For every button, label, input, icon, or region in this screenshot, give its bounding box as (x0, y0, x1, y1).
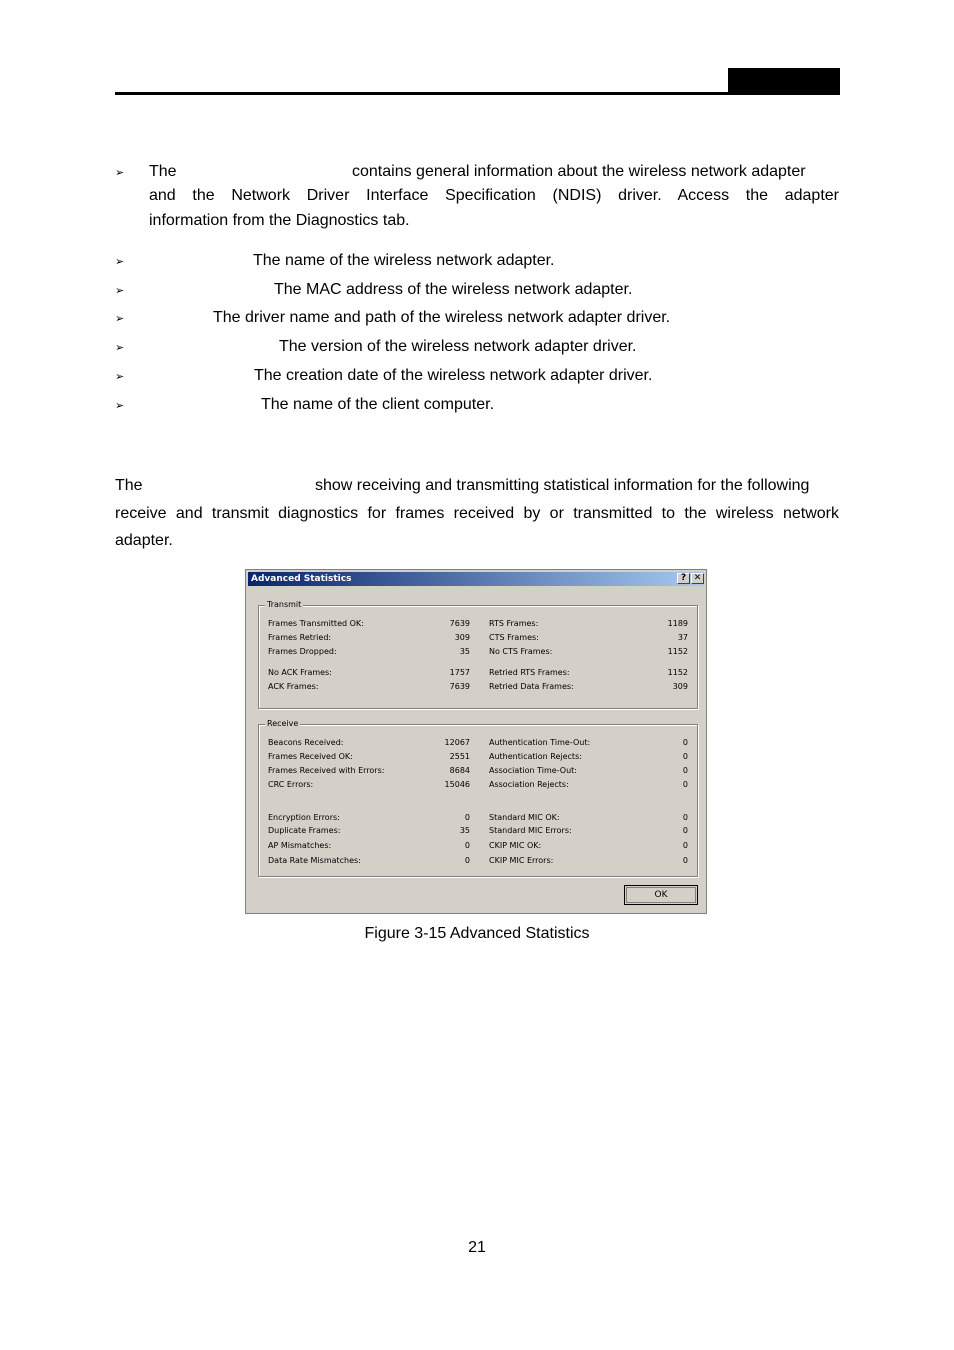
stat-value: 2551 (449, 752, 470, 761)
stat-value: 309 (672, 682, 688, 691)
stat-value: 7639 (449, 682, 470, 691)
intro-line2: and the Network Driver Interface Specification (NDIS) driver. Access the adapter (149, 187, 839, 204)
stats-line1-start: The (115, 477, 143, 494)
stat-label: Encryption Errors: (268, 813, 340, 822)
header-block (728, 68, 840, 94)
stat-label: Frames Received with Errors: (268, 766, 385, 775)
stat-label: CTS Frames: (489, 633, 539, 642)
stat-label: Frames Transmitted OK: (268, 619, 364, 628)
stat-label: Association Time-Out: (489, 766, 577, 775)
stat-label: Retried Data Frames: (489, 682, 574, 691)
receive-group (258, 719, 698, 877)
intro-line1-start: The (149, 163, 177, 180)
stat-value: 12067 (444, 738, 470, 747)
stat-value: 35 (459, 647, 470, 656)
bullet-item: The driver name and path of the wireless network adapter driver. (213, 309, 671, 326)
page-number: 21 (468, 1239, 486, 1256)
bullet-arrow-icon: ➢ (115, 342, 125, 354)
ok-button[interactable]: OK (624, 885, 698, 905)
stat-value: 0 (682, 738, 688, 747)
stats-line3: adapter. (115, 532, 173, 549)
dialog-title: Advanced Statistics (251, 574, 352, 584)
bullet-arrow-icon: ➢ (115, 371, 125, 383)
intro-line1-end: contains general information about the wireless network adapter (352, 163, 806, 180)
stat-value: 1152 (667, 647, 688, 656)
stat-value: 0 (682, 856, 688, 865)
stat-value: 0 (682, 780, 688, 789)
stat-label: Retried RTS Frames: (489, 668, 570, 677)
bullet-item: The MAC address of the wireless network adapter. (274, 281, 633, 298)
stat-value: 8684 (449, 766, 470, 775)
stat-label: Authentication Time-Out: (489, 738, 591, 747)
dialog-titlebar[interactable] (248, 572, 704, 586)
stat-label: Frames Received OK: (268, 752, 353, 761)
stat-value: 35 (459, 826, 470, 835)
stat-value: 1189 (667, 619, 688, 628)
close-button[interactable]: ✕ (691, 573, 704, 584)
stat-value: 1757 (449, 668, 470, 677)
stat-value: 7639 (449, 619, 470, 628)
stat-value: 1152 (667, 668, 688, 677)
stat-value: 37 (677, 633, 688, 642)
intro-line3: information from the Diagnostics tab. (149, 212, 410, 229)
stat-label: Association Rejects: (489, 780, 569, 789)
bullet-arrow-icon: ➢ (115, 313, 125, 325)
bullet-item: The name of the wireless network adapter. (253, 252, 555, 269)
stat-label: Frames Dropped: (268, 647, 337, 656)
stat-label: Duplicate Frames: (268, 826, 341, 835)
stat-value: 0 (682, 826, 688, 835)
stat-label: Authentication Rejects: (489, 752, 582, 761)
stat-value: 0 (682, 813, 688, 822)
stat-label: CKIP MIC OK: (489, 841, 542, 850)
stat-label: CRC Errors: (268, 780, 314, 789)
transmit-group (258, 600, 698, 709)
stat-label: Frames Retried: (268, 633, 332, 642)
help-button[interactable]: ? (677, 573, 690, 584)
bullet-arrow-icon: ➢ (115, 285, 125, 297)
stat-value: 0 (464, 813, 470, 822)
stat-label: AP Mismatches: (268, 841, 332, 850)
stat-label: Standard MIC OK: (489, 813, 560, 822)
stats-line2: receive and transmit diagnostics for frames received by or transmitted to the wireless network (115, 505, 839, 522)
stat-label: Beacons Received: (268, 738, 344, 747)
bullet-item: The creation date of the wireless network adapter driver. (254, 367, 653, 384)
receive-group-label: Receive (267, 719, 299, 728)
transmit-group-label: Transmit (267, 600, 302, 609)
bullet-arrow-icon: ➢ (115, 167, 125, 179)
stat-label: Standard MIC Errors: (489, 826, 572, 835)
stat-value: 0 (682, 766, 688, 775)
stat-value: 0 (682, 841, 688, 850)
stat-value: 309 (454, 633, 470, 642)
stat-value: 0 (682, 752, 688, 761)
stat-label: No CTS Frames: (489, 647, 553, 656)
bullet-arrow-icon: ➢ (115, 400, 125, 412)
advanced-statistics-dialog (245, 569, 707, 914)
stat-value: 0 (464, 841, 470, 850)
bullet-item: The name of the client computer. (261, 396, 495, 413)
stat-value: 15046 (444, 780, 470, 789)
stat-label: CKIP MIC Errors: (489, 856, 554, 865)
stat-label: ACK Frames: (268, 682, 319, 691)
header-rule (115, 92, 840, 95)
bullet-item: The version of the wireless network adapter driver. (279, 338, 637, 355)
figure-caption: Figure 3-15 Advanced Statistics (364, 925, 590, 942)
stat-label: Data Rate Mismatches: (268, 856, 361, 865)
stat-label: RTS Frames: (489, 619, 539, 628)
stats-line1-end: show receiving and transmitting statistical information for the following (315, 477, 810, 494)
stat-value: 0 (464, 856, 470, 865)
bullet-arrow-icon: ➢ (115, 256, 125, 268)
stat-label: No ACK Frames: (268, 668, 332, 677)
